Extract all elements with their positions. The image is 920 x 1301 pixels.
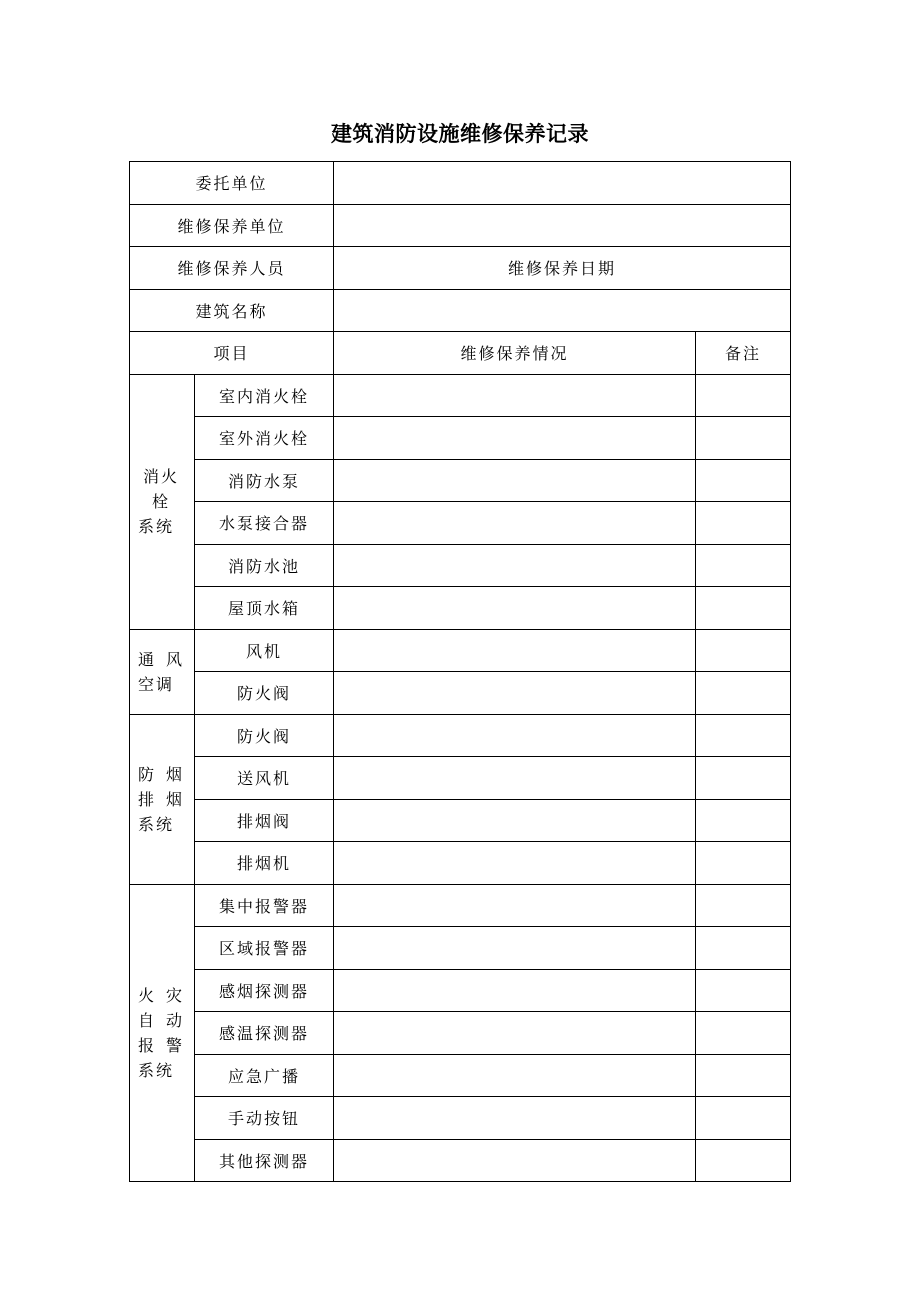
row-building-name	[130, 289, 791, 332]
status-cell[interactable]	[334, 374, 696, 417]
group-name-char: 报	[138, 1035, 157, 1055]
item-label: 感温探测器	[195, 1012, 334, 1055]
table-row	[130, 927, 791, 970]
group-name-char: 火	[138, 985, 157, 1005]
row-maintenance-staff	[130, 247, 791, 290]
item-label: 防火阀	[195, 672, 334, 715]
group-name-char: 排	[138, 789, 157, 809]
remark-cell[interactable]	[696, 1097, 791, 1140]
item-label: 手动按钮	[195, 1097, 334, 1140]
group-name-char: 动	[165, 1010, 184, 1030]
table-row	[130, 714, 791, 757]
field-entrusting-unit[interactable]	[334, 162, 791, 205]
group-name-char: 烟	[165, 764, 184, 784]
table-row	[130, 374, 791, 417]
status-cell[interactable]	[334, 842, 696, 885]
item-label: 屋顶水箱	[195, 587, 334, 630]
label-maintenance-unit: 维修保养单位	[130, 204, 334, 247]
remark-cell[interactable]	[696, 544, 791, 587]
table-row	[130, 459, 791, 502]
group-name-char: 灾	[165, 985, 184, 1005]
item-label: 室内消火栓	[195, 374, 334, 417]
remark-cell[interactable]	[696, 672, 791, 715]
remark-cell[interactable]	[696, 714, 791, 757]
item-label: 其他探测器	[195, 1139, 334, 1182]
document-title: 建筑消防设施维修保养记录	[331, 122, 589, 146]
table-row	[130, 502, 791, 545]
status-cell[interactable]	[334, 587, 696, 630]
remark-cell[interactable]	[696, 629, 791, 672]
table-row	[130, 1097, 791, 1140]
table-row	[130, 629, 791, 672]
remark-cell[interactable]	[696, 799, 791, 842]
remark-cell[interactable]	[696, 842, 791, 885]
table-row	[130, 1054, 791, 1097]
group-name-char: 自	[138, 1010, 157, 1030]
remark-cell[interactable]	[696, 417, 791, 460]
status-cell[interactable]	[334, 1139, 696, 1182]
item-label: 消防水泵	[195, 459, 334, 502]
label-building-name: 建筑名称	[130, 289, 334, 332]
column-header-remark: 备注	[696, 332, 791, 375]
table-row	[130, 1012, 791, 1055]
remark-cell[interactable]	[696, 757, 791, 800]
remark-cell[interactable]	[696, 374, 791, 417]
group-name-char: 通	[138, 649, 157, 669]
group-name-line: 系统	[138, 517, 175, 536]
status-cell[interactable]	[334, 1012, 696, 1055]
row-entrusting-unit	[130, 162, 791, 205]
column-header-status: 维修保养情况	[334, 332, 696, 375]
item-label: 区域报警器	[195, 927, 334, 970]
remark-cell[interactable]	[696, 502, 791, 545]
label-maintenance-date: 维修保养日期	[334, 247, 791, 290]
item-label: 排烟阀	[195, 799, 334, 842]
status-cell[interactable]	[334, 417, 696, 460]
table-row	[130, 757, 791, 800]
item-label: 排烟机	[195, 842, 334, 885]
maintenance-record-table	[129, 161, 791, 1182]
remark-cell[interactable]	[696, 1139, 791, 1182]
status-cell[interactable]	[334, 544, 696, 587]
status-cell[interactable]	[334, 502, 696, 545]
group-name-line: 消火栓	[142, 467, 179, 511]
item-label: 消防水池	[195, 544, 334, 587]
remark-cell[interactable]	[696, 1054, 791, 1097]
group-name-char: 烟	[165, 789, 184, 809]
group-name-line: 系统	[138, 814, 175, 834]
status-cell[interactable]	[334, 1097, 696, 1140]
label-entrusting-unit: 委托单位	[130, 162, 334, 205]
item-label: 风机	[195, 629, 334, 672]
remark-cell[interactable]	[696, 1012, 791, 1055]
status-cell[interactable]	[334, 459, 696, 502]
table-row	[130, 672, 791, 715]
item-label: 送风机	[195, 757, 334, 800]
field-maintenance-unit[interactable]	[334, 204, 791, 247]
item-label: 感烟探测器	[195, 969, 334, 1012]
table-row	[130, 417, 791, 460]
group-name-char: 警	[165, 1035, 184, 1055]
group-ventilation-ac	[130, 629, 195, 714]
table-row	[130, 842, 791, 885]
status-cell[interactable]	[334, 672, 696, 715]
item-label: 应急广播	[195, 1054, 334, 1097]
group-smoke-control	[130, 714, 195, 884]
row-maintenance-unit	[130, 204, 791, 247]
status-cell[interactable]	[334, 629, 696, 672]
item-label: 集中报警器	[195, 884, 334, 927]
label-maintenance-staff: 维修保养人员	[130, 247, 334, 290]
status-cell[interactable]	[334, 927, 696, 970]
table-row	[130, 1139, 791, 1182]
column-header-row	[130, 332, 791, 375]
group-name-line: 系统	[138, 1060, 175, 1080]
table-row	[130, 969, 791, 1012]
item-label: 防火阀	[195, 714, 334, 757]
remark-cell[interactable]	[696, 459, 791, 502]
status-cell[interactable]	[334, 757, 696, 800]
status-cell[interactable]	[334, 1054, 696, 1097]
item-label: 水泵接合器	[195, 502, 334, 545]
group-name-line: 空调	[138, 674, 175, 694]
table-row	[130, 799, 791, 842]
item-label: 室外消火栓	[195, 417, 334, 460]
remark-cell[interactable]	[696, 884, 791, 927]
column-header-item: 项目	[130, 332, 334, 375]
group-name-char: 防	[138, 764, 157, 784]
table-row	[130, 544, 791, 587]
remark-cell[interactable]	[696, 587, 791, 630]
status-cell[interactable]	[334, 799, 696, 842]
table-row	[130, 587, 791, 630]
remark-cell[interactable]	[696, 969, 791, 1012]
status-cell[interactable]	[334, 714, 696, 757]
group-hydrant-system	[130, 374, 195, 629]
table-row	[130, 884, 791, 927]
remark-cell[interactable]	[696, 927, 791, 970]
group-name-char: 风	[165, 649, 184, 669]
group-fire-alarm-system	[130, 884, 195, 1182]
field-building-name[interactable]	[334, 289, 791, 332]
status-cell[interactable]	[334, 969, 696, 1012]
status-cell[interactable]	[334, 884, 696, 927]
